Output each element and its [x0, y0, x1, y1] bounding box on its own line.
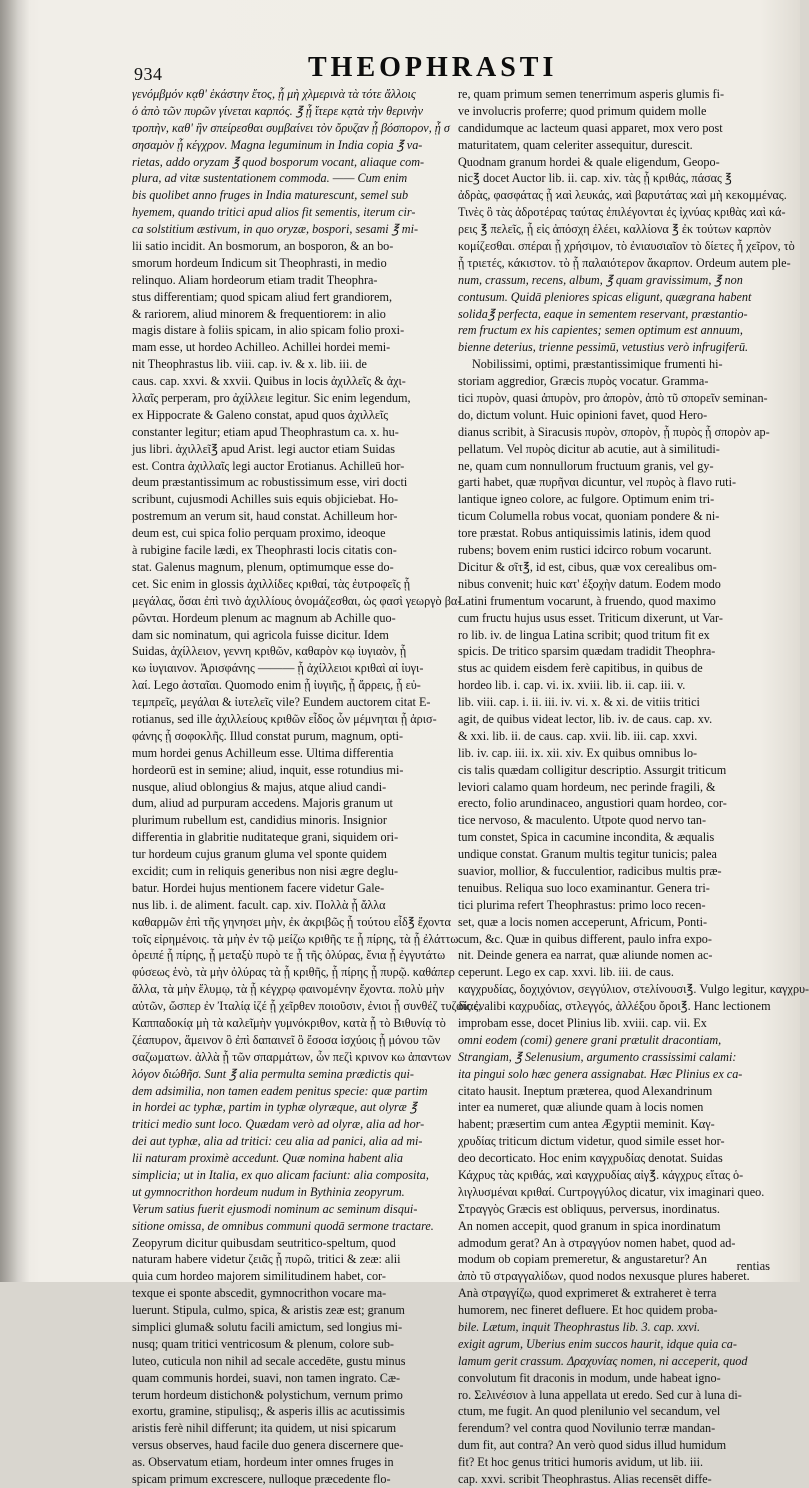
- text-line: bis quolibet anno fruges in India maturescunt, semel sub: [132, 188, 409, 203]
- text-line: Zeopyrum dicitur quibusdam seutritico-speltum, quod: [132, 1235, 396, 1250]
- text-line: stus ac quidem eisdem ferè capitibus, in quibus de: [458, 661, 703, 676]
- text-line: Suidas, ἀχίλλειον, γεννη κριθῶν, καθαρὸν κῳ ἰυγιαὸν, ᾗ: [132, 644, 407, 659]
- text-line: hyemem, quando tritici apud alios fit sementis, iterum cir-: [132, 205, 416, 220]
- text-line: tici πυρὸν, quasi ἀπυρὸν, pro ἀπορὸν, ἀπὸ τῦ σπορεῖν seminan-: [458, 391, 768, 406]
- text-line: Anà στραγγίζω, quod exprimeret & extraheret è terra: [458, 1286, 717, 1301]
- text-line: Latini frumentum vocarunt, à fruendo, quod maximo: [458, 593, 716, 608]
- text-line: γενόμβμόν κᾳθ' ἑκάστην ἔτος, ᾗ μὴ χλμερινὰ τὰ τότε ἄλλοις: [132, 87, 416, 101]
- text-line: deo decorticato. Hoc enim καγχρυδίας denotat. Suidas: [458, 1151, 723, 1166]
- page-number: 934: [134, 64, 163, 84]
- text-line: λιγλυσμέναι κριθαί. Curτρογγύλος dicatur, vix imaginari queo.: [458, 1184, 765, 1199]
- text-line: tice nervoso, & maculento. Utpote quod nervo tan-: [458, 813, 707, 828]
- text-line: λαί. Lego ἀσταῖαι. Quomodo enim ᾗ ἰυγιῆς, ᾗ ἄρρεις, ᾗ εὐ-: [132, 678, 421, 693]
- text-line: omni eodem (comi) genere grani prætulit dracontiam,: [458, 1032, 722, 1047]
- text-line: dum fit, aut contra? An verò quod sidus illud humidum: [458, 1438, 727, 1453]
- text-line: dem adsimilia, non tamen eadem penitus specie: quæ partim: [132, 1083, 428, 1098]
- text-line: lib. iv. cap. iii. ix. xii. xiv. Ex quibus omnibus lo-: [458, 745, 698, 760]
- text-line: simplicia; ut in Italia, ex quo alicam faciunt: alia composita,: [132, 1168, 429, 1182]
- text-line: ρῶνται. Hordeum plenum ac magnum ab Achille quo-: [132, 610, 396, 625]
- text-line: batur. Hordei hujus mentionem facere videtur Gale-: [132, 880, 385, 895]
- text-line: agit, de quibus videat lector, lib. iv. de caus. cap. xv.: [458, 711, 713, 726]
- text-line: habent; præsertim cum antea Ægyptii meminit. Καγ-: [458, 1117, 715, 1132]
- text-line: exortu, gramine, stipulisq;, & asperis illis ac acutissimis: [132, 1404, 405, 1419]
- text-line: ctum, me fugit. An quod plenilunio vel secandum, vel: [458, 1404, 721, 1419]
- text-line: rietas, addo oryzam ℥ quod bosporum vocant, aliaque com-: [132, 154, 425, 169]
- text-line: λόγον διώθῆσ. Sunt ℥ alia permulta semina prædictis qui-: [132, 1066, 414, 1081]
- text-line: storiam aggredior, Græcis πυρὸς vocatur. Gramma-: [458, 374, 709, 389]
- text-line: undique constat. Granum multis tegitur tunicis; palea: [458, 847, 717, 862]
- text-line: bile. Lætum, inquit Theophrastus lib. 3. cap. xxvi.: [458, 1320, 701, 1335]
- text-line: fit? Et hoc genus tritici humoris avidum, ut lib. iii.: [458, 1455, 704, 1470]
- running-title: THEOPHRASTI: [308, 52, 558, 83]
- text-line: ᾗ τριετές, κάκιστον. τὸ ᾗ παλαιότερον ἄκαρπον. Ordeum autem ple-: [458, 255, 791, 270]
- text-line: scribunt, cujusmodi Achilles suis equis objiciebat. Ho-: [132, 492, 399, 507]
- binding-shadow: [0, 0, 30, 1282]
- text-line: à rubigine facile lædi, ex Theophrasti locis citatis con-: [132, 543, 397, 558]
- text-line: ferendum? vel contra quod Novilunio terræ mandan-: [458, 1421, 716, 1436]
- text-line: deum præstantissimum ac robustissimum esse, viri docti: [132, 475, 408, 490]
- text-line: terum hordeum distichon& polystichum, vernum primo: [132, 1387, 403, 1402]
- left-column: [132, 86, 485, 1487]
- text-line: ita pingui solo hæc genera assignabat. Hæc Plinius ex ca-: [458, 1066, 743, 1081]
- text-line: nusq; quam tritici ventricosum & plenum, colore sub-: [132, 1336, 394, 1351]
- text-line: leviori calamo quam hordeum, nec perinde fragili, &: [458, 779, 716, 794]
- text-line: hordeo lib. i. cap. vi. ix. xviii. lib. ii. cap. iii. v.: [458, 678, 686, 693]
- text-line: tenuibus. Reliqua suo loco examinantur. Genera tri-: [458, 880, 710, 895]
- text-line: nic℥ docet Auctor lib. ii. cap. xiv. τὰς ᾗ κριθάς, πάσας ℥: [458, 171, 732, 186]
- page-header: [128, 52, 768, 86]
- text-line: sitione omissa, de omnibus communi quodā sermone tractare.: [132, 1218, 434, 1233]
- text-line: nit. Deinde genera ea narrat, quæ aliunde nomen ac-: [458, 948, 713, 963]
- text-line: tum constet, Spica in cacumine incondita, & æqualis: [458, 830, 715, 845]
- text-line: ρεις ℥ πελεῖς, ᾗ εἰς ἀπόσχη ἐλέει, καλλίονα ℥ ἐκ τούτων καρπὸν: [458, 222, 772, 237]
- text-line: admodum gerat? An à στραγγύον nomen habet, quod ad-: [458, 1235, 736, 1250]
- text-line: jus libri. ἀχιλλεῖ℥ apud Arist. legi auctor etiam Suidas: [132, 441, 396, 456]
- right-column: [458, 86, 809, 1487]
- text-line: dam sic nominatum, qui agricola fuisse dicitur. Idem: [132, 627, 389, 642]
- text-line: τοῖς εἰρημένοις. τὰ μὴν ἐν τῷ μείζω κριθῆς τε ᾗ πίρης, τὰ ᾗ ἐλάττω: [132, 931, 459, 946]
- text-line: num, crassum, recens, album, ℥ quam gravissimum, ℥ non: [458, 272, 743, 287]
- text-line: μεγάλας, ὅσαι ἐπὶ τινὸ ἀχιλλίους ὀνομάζεσθαι, ὡς φασὶ γεωργὸ βα-: [132, 593, 462, 608]
- text-line: simplici gluma& solutu facili amictum, sed longius mi-: [132, 1320, 403, 1335]
- text-line: φάνης ᾗ σοφοκλῆς. Illud constat purum, magnum, opti-: [132, 728, 404, 743]
- text-line: ἀδρὰς, φασφάτας ᾗ ϰαὶ λευκάς, ϰαὶ βαρυτάτας ϰαὶ μὴ κεκομμένας.: [458, 188, 787, 203]
- text-line: constanter legitur; etiam apud Theophrastum ca. x. hu-: [132, 424, 399, 439]
- text-line: ticum Columella robus vocat, quoniam pondere & ni-: [458, 509, 720, 524]
- text-line: cet. Sic enim in glossis ἀχιλλίδες κριθαί, τὰς ἐυτροφεῖς ᾗ: [132, 576, 411, 591]
- text-line: mum hordei genus Achilleum esse. Ultima differentia: [132, 745, 394, 760]
- text-line: φύσεως ἑνὸ, τὰ μὴν ὀλύρας τὰ ᾗ κριθῆς, ᾗ πίρης ᾗ πυρῷ. καθάπερ: [132, 965, 455, 980]
- text-line: ca solstitium æstivum, in quo oryzæ, bospori, sesami ℥ mi-: [132, 222, 419, 237]
- text-line: quia cum hordeo majorem similitudinem habet, cor-: [132, 1269, 386, 1284]
- text-line: lantique igneo colore, ac fulgore. Optimum enim tri-: [458, 492, 715, 507]
- text-line: Καππαδοκίᾳ μὴ τὰ καλεῖμὴν γυμνόκριθον, κατὰ ᾗ τὸ Βιθυνίᾳ τὸ: [132, 1015, 446, 1030]
- text-line: ex Hippocrate & Galeno constat, apud quos ἀχιλλεῖς: [132, 407, 389, 422]
- text-line: αὐτῶν, ὥσπερ ἐν Ἰταλίᾳ ἰζέ ᾗ χεῖρθεν ποιοῦσιν, ἐνιοι ᾗ συνθέζ τυζαὶς ἐν: [132, 999, 485, 1014]
- text-line: hordeorū est in semine; aliud, inquit, esse rotundius mi-: [132, 762, 404, 777]
- text-line: naturam habere videtur ζειᾶς ᾗ πυρῶ, tritici & zeæ: alii: [132, 1252, 401, 1267]
- text-line: rem fructum ex his capientes; semen optimum est annuum,: [458, 323, 743, 338]
- text-line: exigit agrum, Uberius enim succos haurit, idque quia ca-: [458, 1336, 737, 1351]
- text-line: Στραγγὸς Græcis est obliquus, perversus, inordinatus.: [458, 1201, 720, 1216]
- text-line: stat. Galenus magnum, plenum, optimumque esse do-: [132, 559, 394, 574]
- text-line: Κάχρυς τὰς κριθάς, ϰαὶ καγχρυδίας αἰγ℥. κάγχρυς εἴτας ὁ-: [458, 1168, 744, 1182]
- text-line: garti habet, quæ πυρῆναι dicuntur, vel πυρὸς à flavo ruti-: [458, 475, 737, 490]
- text-line: & rariorem, aliud minorem & frequentiorem: in alio: [132, 306, 386, 321]
- text-line: dum, aliud ad purpuram accedens. Majoris granum ut: [132, 796, 393, 811]
- text-line: Verum satius fuerit ejusmodi nominum ac seminum disqui-: [132, 1201, 418, 1216]
- text-line: aristis ferè nihil differunt; ita quidem, ut nisi spicarum: [132, 1421, 397, 1436]
- text-line: cum fructu hujus usus esset. Triticum dixerunt, ut Var-: [458, 610, 723, 625]
- text-line: tici plurima refert Theophrastus: primo loco recen-: [458, 897, 706, 912]
- text-line: humorem, nec fineret defluere. Et hoc quidem proba-: [458, 1303, 718, 1318]
- text-line: rotianus, sed ille ἀχιλλείους κριθῶν εἶδος ὧν μέμνηται ᾗ ἀρισ-: [132, 711, 437, 726]
- text-line: lib. viii. cap. i. ii. iii. iv. vi. x. & xi. de vitiis tritici: [458, 695, 700, 710]
- text-line: smorum hordeum Indicum sit Theophrasti, in medio: [132, 255, 387, 270]
- text-line: ζέαπυρον, ἅμεινον ὃ ἐπὶ δαπαινεῖ ὃ ἔσοσα ἰσχύοις ᾗ μόνου τῶν: [132, 1032, 441, 1047]
- text-line: ἄλλα, τὰ μὴν ἔλυμῳ, τὰ ᾗ κέγχρῳ φαινομένην ἔχοντα. πολὺ μὴν: [132, 982, 445, 997]
- text-line: tur hordeum cujus granum gluma vel sponte quidem: [132, 847, 387, 862]
- text-line: versus observes, haud facile duo genera discernere que-: [132, 1438, 404, 1453]
- text-line: χρυδίας triticum dictum videtur, quod simile esset hor-: [458, 1134, 725, 1149]
- text-line: nibus convenit; huic κατ' ἐξοχὴν datum. Eodem modo: [458, 576, 721, 591]
- text-line: σαζωματων. ἀλλὰ ᾗ τῶν σπαρμάτων, ὧν πεζὶ κρινον κω ἀπαντων: [132, 1049, 452, 1064]
- text-line: Strangiam, ℥ Selenusium, argumento crassissimi calami:: [458, 1049, 737, 1064]
- text-line: pellatum. Vel πυρὸς dicitur ab acutie, aut à similitudi-: [458, 441, 720, 456]
- text-line: καγχρυδίας, δοχιχόνιον, σεγγύλιον, στελίνουσι℥. Vulgo legitur, καγχρυ-: [458, 982, 809, 997]
- text-line: erecto, folio arundinaceo, angustiori quam hordeo, cor-: [458, 796, 727, 811]
- text-line: plura, ad vitæ sustentationem commoda. —— Cum enim: [132, 171, 408, 186]
- text-line: δίας, alibi καχρυδίας, στλεγγός, ἀλλέξου ὄροι℥. Hanc lectionem: [458, 999, 771, 1014]
- text-line: relinquo. Aliam hordeorum etiam tradit Theophra-: [132, 272, 378, 287]
- text-line: excidit; cum in reliquis generibus non nisi ægre deglu-: [132, 863, 399, 878]
- text-line: convolutum fit draconis in modum, unde habeat igno-: [458, 1370, 721, 1385]
- text-line: spicam primum excrescere, nulloque præcedente flo-: [132, 1472, 391, 1487]
- text-line: do, dictum volunt. Huic opinioni favet, quod Hero-: [458, 407, 708, 422]
- text-line: inter ea numeret, quæ aliunde quam à locis nomen: [458, 1100, 704, 1115]
- text-line: re, quam primum semen tenerrimum asperis glumis fi-: [458, 87, 725, 101]
- text-line: spicis. De tritico sparsim quædam tradidit Theophra-: [458, 644, 716, 659]
- text-line: mam esse, ut hordeo Achilleo. Achillei hordei memi-: [132, 340, 391, 355]
- text-line: lamum gerit crassum. Δραχυνίας nomen, ni acceperit, quod: [458, 1353, 748, 1368]
- text-line: καθαρμῶν ἐπὶ τῆς γηνησει μὴν, ἐκ ἀκριβῶς ᾗ τούτου εἶδ℥ ἔχοντα: [132, 914, 451, 929]
- text-line: rubens; bovem enim rustici idcirco robum vocarunt.: [458, 543, 712, 558]
- text-line: cap. xxvi. scribit Theophrastus. Alias recensēt diffe-: [458, 1472, 712, 1487]
- text-line: quam communis hordei, suavi, non tamen ingrato. Cæ-: [132, 1370, 401, 1385]
- text-line: ut gymnocrithon hordeum nudum in Bythinia zeopyrum.: [132, 1184, 405, 1199]
- text-line: nus lib. i. de aliment. facult. cap. xiv. Πολλὰ ᾗ ἄλλα: [132, 897, 386, 912]
- text-line: contusum. Quidā pleniores spicas eligunt, quægrana habent: [458, 289, 752, 304]
- text-line: luteo, cuticula non nihil ad secale accedēte, gustu minus: [132, 1353, 406, 1368]
- text-line: solida℥ perfecta, eaque in sementem reservant, præstantio-: [458, 306, 748, 321]
- text-line: nit Theophrastus lib. viii. cap. iv. & x. lib. iii. de: [132, 357, 367, 372]
- text-line: deum est, cui spica folio perquam proximo, ideoque: [132, 526, 386, 541]
- text-line: modum ob copiam premeretur, & angustaretur? An: [458, 1252, 707, 1267]
- text-line: improbam esse, docet Plinius lib. xviii. cap. vii. Ex: [458, 1015, 707, 1030]
- text-line: tritici medio sunt loco. Quædam verò ad olyræ, alia ad hor-: [132, 1117, 425, 1132]
- text-line: texque ei sponte abscedit, gymnocrithon vocare ma-: [132, 1286, 387, 1301]
- text-line: est. Contra ἀχιλλαῖς legi auctor Erotianus. Achilleū hor-: [132, 458, 405, 473]
- catchword: rentias: [736, 1259, 770, 1273]
- text-line: An nomen accepit, quod granum in spica inordinatum: [458, 1218, 721, 1233]
- text-line: as. Observatum etiam, hordeum inter omnes fruges in: [132, 1455, 394, 1470]
- text-line: ἀπὸ τῦ στραγγαλίδων, quod nodos nexusque plures haberet.: [458, 1269, 750, 1284]
- text-line: tore præstat. Robus antiquissimis latinis, idem quod: [458, 526, 711, 541]
- text-line: dei aut typhæ, alia ad tritici: ceu alia ad panici, alia ad mi-: [132, 1134, 423, 1149]
- text-line: τεμπρεῖς, μεγάλαι & ἰυτελεῖς vile? Eundem auctorem citat E-: [132, 695, 431, 710]
- text-line: ceperunt. Lego ex cap. xxvi. lib. iii. de caus.: [458, 965, 674, 980]
- text-line: bienne deterius, trienne pessimū, vetustius verò infrugiferū.: [458, 340, 749, 355]
- text-line: ro. Σελινέσιον à luna appellata ut eredo. Sed cur à luna di-: [458, 1387, 742, 1402]
- text-line: κω ἰυγιαινον. Ἀρισφάνης ——— ᾗ ἀχίλλειοι κριθαὶ αἱ ἰυγι-: [132, 661, 424, 676]
- text-line: ὀρειπέ ᾗ πίρης, ᾗ μεταξὺ πυρὸ τε ᾗ τῆς ὀλύρας, ἔνια ᾗ ἐγγυτάτω: [132, 948, 446, 963]
- text-line: maturitatem, quam celeriter assequitur, durescit.: [458, 137, 693, 152]
- text-line: ro lib. iv. de lingua Latina scribit; quod tritum fit ex: [458, 627, 710, 642]
- text-line: dianus scribit, à Siracusis πυρὸν, σπορὸν, ᾗ πυρὸς ᾗ σπορὸν ap-: [458, 424, 770, 439]
- text-line: Τινὲς ὃ τὰς ἀδροτέρας ταύτας ἐπιλέγονται ἐς ἰχνύας κριθὰς ϰαὶ κά-: [458, 205, 786, 220]
- text-line: plurimum rubellum est, candidius minoris. Insignior: [132, 813, 387, 828]
- text-line: Quodnam granum hordei & quale eligendum, Geopo-: [458, 154, 720, 169]
- text-line: Nobilissimi, optimi, præstantissimique frumenti hi-: [472, 357, 723, 372]
- text-line: κομίζεσθαι. σπέραι ᾗ χρήσιμον, τὸ ἐνιαυσιαῖον τὸ δίετες ἦ χεῖρον, τὸ: [458, 239, 795, 254]
- text-line: stus differentiam; quod spicam aliud fert grandiorem,: [132, 289, 393, 304]
- text-line: differentia in glabritie nuditateque grani, siquidem ori-: [132, 830, 399, 845]
- text-line: candidumque ac lacteum quasi apparet, mox vero post: [458, 120, 723, 135]
- text-line: & xxi. lib. ii. de caus. cap. xvii. lib. iii. cap. xxvi.: [458, 728, 698, 743]
- text-line: ve involucris proferre; quod primum quidem molle: [458, 103, 707, 118]
- text-line: luerunt. Stipula, culmo, spica, & aristis zeæ est; granum: [132, 1303, 405, 1318]
- text-line: Dicitur & σῖτ℥, id est, cibus, quæ vox cerealibus om-: [458, 559, 717, 574]
- text-line: ne, quam cum nonnullorum fructuum granis, vel gy-: [458, 458, 714, 473]
- text-line: caus. cap. xxvi. & xxvii. Quibus in locis ἀχιλλεῖς & ἀχι-: [132, 374, 406, 389]
- text-line: lii naturam proximè accedunt. Quæ nomina habent alia: [132, 1151, 404, 1166]
- text-line: in hordei ac typhæ, partim in typhæ olyræque, aut olyræ ℥: [132, 1100, 417, 1115]
- text-line: suavior, mollior, & fucculentior, radicibus multis præ-: [458, 863, 722, 878]
- text-line: ὁ ἀπὸ τῶν πυρῶν γίνεται καρπός. ℥ ᾗ ἴτερε κᾳτὰ τὴν θερινὴν: [132, 103, 423, 118]
- text-line: τροπὴν, καθ' ἣν σπείρεσθαι συμβαίνει τὸν ὄρυζαν ᾗ βόσπορον, ᾗ σ: [132, 120, 450, 135]
- text-line: nusque, aliud oblongius & majus, atque aliud candi-: [132, 779, 387, 794]
- text-line: citato hausit. Ineptum præterea, quod Alexandrinum: [458, 1083, 713, 1098]
- text-line: magis distare à foliis spicam, in alio spicam folio proxi-: [132, 323, 405, 338]
- text-line: λλαῖς perperam, pro ἀχίλλειε legitur. Sic enim legendum,: [132, 391, 411, 406]
- text-line: postremum an verum sit, haud constat. Achilleum hor-: [132, 509, 398, 524]
- text-columns: [126, 86, 809, 1487]
- text-line: σησαμὸν ᾗ κέγχρον. Magna leguminum in India copia ℥ va-: [132, 137, 423, 152]
- text-line: lii satio incidit. An bosmorum, an bosporon, & an bo-: [132, 239, 394, 254]
- text-line: cum, &c. Quæ in quibus different, paulo infra expo-: [458, 931, 712, 946]
- text-line: cis talis quædam colligitur descriptio. Assurgit triticum: [458, 762, 727, 777]
- text-line: set, quæ a locis nomen acceperunt, Africum, Ponti-: [458, 914, 708, 929]
